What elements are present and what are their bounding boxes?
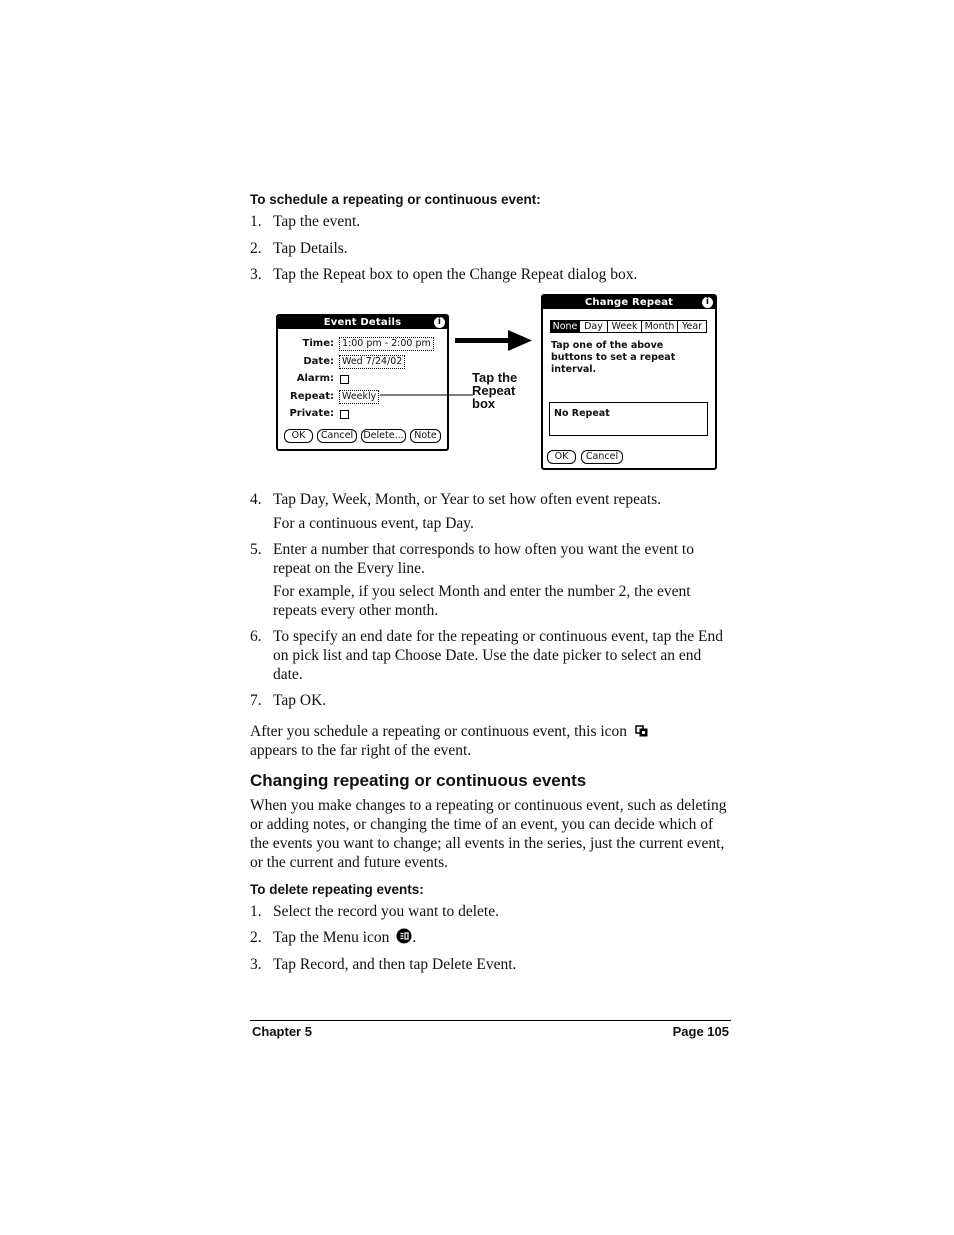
callout-line: Tap the (472, 370, 518, 385)
step-suffix: . (412, 929, 417, 946)
tab-year[interactable]: Year (677, 320, 707, 333)
repeat-summary-text: No Repeat (554, 408, 610, 419)
step-number: 7. (250, 692, 262, 709)
dialog-title (543, 296, 715, 309)
info-icon[interactable]: i (702, 297, 713, 308)
step-text: Tap Day, Week, Month, or Year to set how often event repeats. (273, 491, 662, 508)
step-number: 3. (250, 266, 262, 283)
list-item (250, 902, 730, 921)
callout-line: Repeat (472, 383, 516, 398)
step-number: 1. (250, 213, 262, 230)
dialog-title-text: Event Details (323, 317, 402, 328)
tab-day[interactable]: Day (579, 320, 608, 333)
tab-week[interactable]: Week (607, 320, 642, 333)
list-item (250, 212, 730, 231)
step-number: 5. (250, 541, 262, 558)
step-text: Enter a number that corresponds to how often you want the event to repeat on the Every line. (273, 541, 694, 577)
list-item (250, 627, 730, 684)
list-item (250, 490, 730, 533)
step-number: 6. (250, 628, 262, 645)
step-text: Tap the Menu icon (273, 929, 390, 946)
date-label: Date: (303, 356, 334, 367)
procedure-heading: To schedule a repeating or continuous event: (250, 192, 541, 207)
arrow-right-icon (455, 327, 535, 357)
step-text: Tap the Repeat box to open the Change Repeat dialog box. (273, 266, 638, 283)
cancel-button[interactable]: Cancel (317, 429, 357, 443)
footer-page: Page 105 (672, 1024, 729, 1039)
delete-button[interactable]: Delete... (361, 429, 406, 443)
ok-button[interactable]: OK (547, 450, 576, 464)
tab-month[interactable]: Month (641, 320, 678, 333)
step-text: To specify an end date for the repeating or continuous event, tap the End on pick list and tap Choose Date. Use the date picker to select an end date. (273, 628, 723, 683)
private-checkbox[interactable] (340, 410, 349, 419)
list-item (250, 955, 730, 974)
step-number: 3. (250, 956, 262, 973)
step-number: 1. (250, 903, 262, 920)
repeat-label: Repeat: (290, 391, 334, 402)
step-number: 2. (250, 240, 262, 257)
list-item (250, 540, 730, 620)
step-text: Select the record you want to delete. (273, 903, 499, 920)
list-item (250, 928, 730, 947)
menu-icon (396, 928, 412, 944)
footer-chapter: Chapter 5 (252, 1024, 312, 1039)
dialog-title (278, 316, 447, 329)
ok-button[interactable]: OK (284, 429, 313, 443)
instruction-line: Tap one of the above (551, 340, 664, 351)
step-text: Tap the event. (273, 213, 361, 230)
list-item (250, 239, 730, 258)
list-item (250, 265, 730, 284)
footer-rule (250, 1020, 731, 1021)
event-details-dialog (276, 314, 449, 451)
instruction-text (551, 340, 675, 376)
time-field[interactable]: 1:00 pm - 2:00 pm (339, 337, 434, 351)
tab-none[interactable]: None (550, 320, 580, 333)
paragraph-text: After you schedule a repeating or continuous event, this icon (250, 723, 628, 740)
paragraph-text: appears to the far right of the event. (250, 742, 472, 759)
instruction-line: interval. (551, 364, 597, 375)
step-number: 2. (250, 929, 262, 946)
alarm-checkbox[interactable] (340, 375, 349, 384)
time-label: Time: (302, 338, 334, 349)
section-heading: Changing repeating or continuous events (250, 771, 587, 790)
private-label: Private: (289, 408, 334, 419)
step-text: Tap Details. (273, 240, 348, 257)
repeat-icon (635, 725, 649, 737)
list-item (250, 691, 730, 710)
procedure-heading: To delete repeating events: (250, 882, 424, 897)
callout-text (472, 371, 517, 410)
step-note: For a continuous event, tap Day. (273, 515, 474, 532)
info-icon[interactable]: i (434, 317, 445, 328)
step-text-wrapper (273, 928, 730, 947)
repeat-summary-box (549, 402, 708, 436)
section-paragraph: When you make changes to a repeating or continuous event, such as deleting or adding notes, or changing the time of an event, you can decide which of the events you want to change; all events in the series, just the current event, or the current and future events. (250, 797, 727, 871)
step-text: Tap Record, and then tap Delete Event. (273, 956, 517, 973)
dialog-title-text: Change Repeat (584, 297, 674, 308)
after-paragraph (250, 722, 730, 760)
callout-leader-line (380, 390, 475, 398)
instruction-line: buttons to set a repeat (551, 352, 676, 363)
cancel-button[interactable]: Cancel (581, 450, 623, 464)
change-repeat-dialog (541, 294, 717, 470)
step-note: For example, if you select Month and enter the number 2, the event repeats every other month. (273, 583, 691, 619)
note-button[interactable]: Note (410, 429, 441, 443)
repeat-box[interactable]: Weekly (339, 390, 379, 404)
alarm-label: Alarm: (296, 373, 334, 384)
step-text: Tap OK. (273, 692, 327, 709)
date-field[interactable]: Wed 7/24/02 (339, 355, 405, 369)
callout-line: box (472, 396, 496, 411)
step-number: 4. (250, 491, 262, 508)
